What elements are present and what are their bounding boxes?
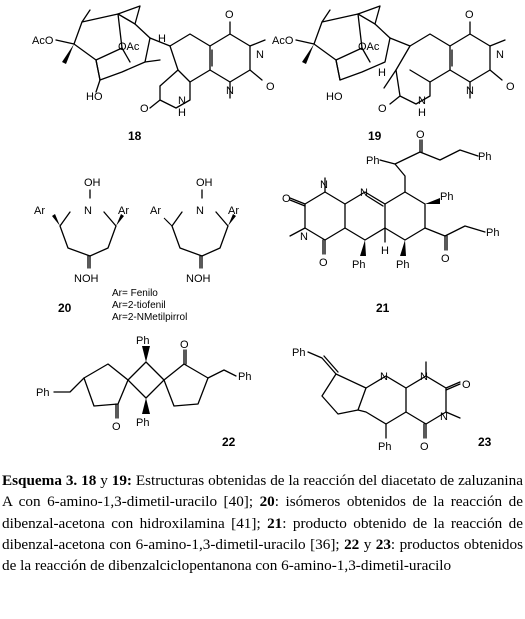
compound-19-o-label: O bbox=[506, 81, 515, 93]
compound-19-nh-label: N bbox=[418, 95, 426, 107]
compound-21-ph-label: Ph bbox=[396, 259, 410, 271]
compound-21-o-label: O bbox=[282, 193, 291, 205]
compound-20-number: 20 bbox=[58, 301, 72, 315]
compound-20b-ar-right-label: Ar bbox=[228, 205, 239, 217]
compound-21-ph-label: Ph bbox=[486, 227, 500, 239]
compound-20-definition: Ar=2-tiofenil bbox=[112, 300, 166, 311]
compound-21-o-label: O bbox=[319, 257, 328, 269]
compound-18-o-label: O bbox=[266, 81, 275, 93]
compound-22-structure bbox=[36, 335, 251, 449]
compound-21-n-label: N bbox=[320, 179, 328, 191]
compound-21-n-label: N bbox=[360, 187, 368, 199]
compound-19-oac-label: OAc bbox=[358, 41, 380, 53]
compound-18-n-label: N bbox=[256, 49, 264, 61]
compound-21-ph-label: Ph bbox=[440, 191, 454, 203]
compound-19-o-label: O bbox=[378, 103, 387, 115]
compound-23-structure bbox=[292, 347, 492, 453]
caption-ref: 23 bbox=[375, 535, 391, 553]
compound-23-n-label: N bbox=[420, 371, 428, 383]
compound-22-ph-label: Ph bbox=[36, 387, 50, 399]
compound-20-definition: Ar=2-NMetilpirrol bbox=[112, 312, 188, 323]
compound-23-n-label: N bbox=[440, 411, 448, 423]
compound-19-n-label: N bbox=[496, 49, 504, 61]
compound-18-o-label: O bbox=[225, 9, 234, 21]
compound-19-ho-label: HO bbox=[326, 91, 343, 103]
compound-23-o-label: O bbox=[420, 441, 429, 453]
compound-20a-ar-left-label: Ar bbox=[34, 205, 45, 217]
compound-22-ph-label: Ph bbox=[136, 417, 150, 429]
compound-18-oac-label: OAc bbox=[118, 41, 140, 53]
compound-21-number: 21 bbox=[376, 301, 390, 315]
compound-19-structure bbox=[272, 6, 515, 143]
compound-23-o-label: O bbox=[462, 379, 471, 391]
compound-18-h-label: H bbox=[158, 33, 166, 45]
compound-20b-oh-label: OH bbox=[196, 177, 213, 189]
compound-20a-ar-right-label: Ar bbox=[118, 205, 129, 217]
compound-20b-noh-label: NOH bbox=[186, 273, 211, 285]
compound-19-number: 19 bbox=[368, 129, 382, 143]
compound-19-aco-label: AcO bbox=[272, 35, 294, 47]
caption-text: : isómeros obtenidos de la reacción de dibenzal-acetona con hidroxilamina [41]; bbox=[2, 493, 523, 532]
caption-ref: 20 bbox=[259, 493, 275, 511]
compound-20a-n-label: N bbox=[84, 205, 92, 217]
compound-21-ph-label: Ph bbox=[478, 151, 492, 163]
compound-19-o-label: O bbox=[465, 9, 474, 21]
caption-ref: 22 bbox=[344, 535, 360, 553]
compound-20a-noh-label: NOH bbox=[74, 273, 99, 285]
caption-text: : productos obtenidos de la reacción de dibenzalciclopentanona con 6-amino-1,3-dimetil-uracilo bbox=[2, 535, 523, 575]
compound-19-nh-h-label: H bbox=[418, 107, 426, 119]
compound-22-ph-label: Ph bbox=[238, 371, 252, 383]
compound-20-definition: Ar= Fenilo bbox=[112, 288, 158, 299]
compound-23-n-label: N bbox=[380, 371, 388, 383]
compound-20b-ar-left-label: Ar bbox=[150, 205, 161, 217]
caption-label: Esquema 3. bbox=[2, 472, 78, 489]
compound-18-nh-label: N bbox=[178, 95, 186, 107]
compound-20b-n-label: N bbox=[196, 205, 204, 217]
compound-18-n-label: N bbox=[226, 85, 234, 97]
figure-caption bbox=[2, 470, 523, 576]
compound-18-aco-label: AcO bbox=[32, 35, 54, 47]
compound-21-o-label: O bbox=[416, 129, 425, 141]
compound-18-nh-h-label: H bbox=[178, 107, 186, 119]
compound-18-o-label: O bbox=[140, 103, 149, 115]
compound-20-structure bbox=[34, 177, 239, 323]
compound-21-o-label: O bbox=[441, 253, 450, 265]
compound-19-h-label: H bbox=[378, 67, 386, 79]
compound-22-number: 22 bbox=[222, 435, 236, 449]
caption-text: y bbox=[359, 535, 376, 553]
caption-ref: 21 bbox=[267, 514, 283, 532]
compound-18-number: 18 bbox=[128, 129, 142, 143]
compound-21-h-label: H bbox=[381, 245, 389, 257]
compound-19-n-label: N bbox=[466, 85, 474, 97]
compound-18-ho-label: HO bbox=[86, 91, 103, 103]
compound-21-ph-label: Ph bbox=[366, 155, 380, 167]
caption-ref: 18 bbox=[81, 472, 97, 489]
compound-20a-oh-label: OH bbox=[84, 177, 101, 189]
compound-22-ph-label: Ph bbox=[136, 335, 150, 347]
compound-21-n-label: N bbox=[300, 231, 308, 243]
compound-21-ph-label: Ph bbox=[352, 259, 366, 271]
compound-21-structure bbox=[282, 129, 499, 315]
caption-ref: 19: bbox=[111, 472, 132, 489]
caption-text: Estructuras obtenidas de la reacción del diacetato de zaluzanina A con 6-amino-1,3-dimetil-uracilo [40]; bbox=[2, 472, 523, 511]
caption-text: : producto obtenido de la reacción de dibenzal-acetona con 6-amino-1,3-dimetil-uracilo [36]; bbox=[2, 514, 523, 553]
compound-18-structure bbox=[32, 6, 275, 143]
compound-22-o-label: O bbox=[180, 339, 189, 351]
compound-23-number: 23 bbox=[478, 435, 492, 449]
compound-22-o-label: O bbox=[112, 421, 121, 433]
caption-text: y bbox=[96, 472, 112, 489]
compound-23-ph-label: Ph bbox=[292, 347, 306, 359]
compound-23-ph-label: Ph bbox=[378, 441, 392, 453]
